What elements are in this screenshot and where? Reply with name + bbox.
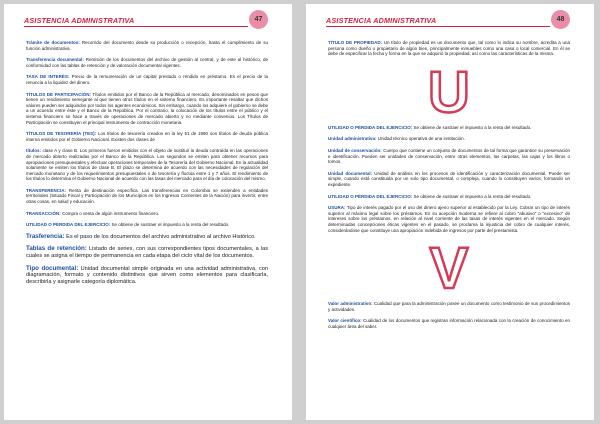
entry-term: USURA: [328, 205, 346, 211]
glossary-entry [26, 234, 268, 241]
glossary-entry [26, 266, 268, 286]
glossary-entry [328, 40, 570, 57]
glossary-entry [26, 131, 268, 142]
entry-term: TÍTULO DE PROPIEDAD: [328, 40, 383, 45]
header-rule [326, 26, 550, 27]
entry-term: Valor administrativo: [328, 301, 373, 307]
glossary-entry [26, 188, 268, 205]
entry-term: TRANSACCIÓN: [26, 210, 61, 216]
entry-definition: Un título de propiedad es un documento que, tal como lo indica su nombre, acredita a una persona como dueño o propietario de algún bien, principalmente inmuebles como una casa o local comercial. En él se debe de especificar la fecha y forma en la que se adquirió la propiedad, así como las características de la misma. [328, 40, 570, 57]
entry-definition: Precio de la remuneración de un capital prestado o rendido en préstamo. Es el precio de la renuncia a la liquidez del dinero. [26, 74, 268, 85]
entry-definition: Se obtiene de sustraer el impuesto a la renta del resultado. [110, 222, 230, 228]
glossary-entry [26, 222, 268, 228]
glossary-entry [328, 171, 570, 188]
entry-term: Unidad administrativa: [328, 136, 377, 142]
left-paragraphs [26, 40, 268, 285]
page-number-badge: 48 [551, 10, 570, 29]
page-header [24, 14, 268, 30]
glossary-entry [26, 148, 268, 182]
glossary-entry [328, 318, 570, 329]
entry-term: UTILIDAD O PÉRDIDA DEL EJERCICIO: [328, 193, 413, 199]
entry-definition: Cuerpo que contiene un conjunto de documentos de tal forma que garantice su preservación e identificación. Pueden ser unidades de conservación, entre otras elementos, las carpetas, las cajas y los libros o tomos. [328, 147, 570, 165]
section-letter-u: U [428, 59, 470, 125]
glossary-entry [328, 148, 570, 165]
entry-definition: Unidad documental simple originada en una actividad administrativa, con diagramación, formato y contenido distintivos que sirven como elementos para clasificarla, describirla y asignarle categoría diplomática. [26, 265, 269, 285]
entry-term: TASA DE INTERÉS: [26, 74, 70, 80]
right-page [306, 4, 594, 420]
glossary-entry [26, 211, 268, 217]
entry-definition: Cualidad que para la administración posee un documento como testimonio de sus procedimientos y actividades. [328, 301, 570, 312]
intro-paragraphs [328, 40, 570, 57]
entry-term: Tablas de retención: [26, 245, 87, 253]
entry-definition: Es el paso de los documentos del archivo administrativo al archivo Histórico. [64, 233, 256, 240]
v-paragraphs [328, 301, 570, 329]
page-header [326, 14, 570, 30]
section-letter-v: V [429, 236, 469, 302]
entry-definition: Tipo de interés pagado por el uso del dinero ajeno superior al establecido por la Ley. Cobrar un tipo de interés superior al máximo legal sobre los préstamos. En su acepción moderna se refiere al cobro "abusivo" o "excesivo" de intereses sobre los préstamos, en relación al nivel corriente de las tasas de interés vigentes en el mercado. Según determinadas concepciones éticas vigentes en el pasado, se proclama la injusticia del cobro de cualquier interés, considerándose que constituye una apropiación indebida de ingresos por parte del prestamista. [328, 205, 570, 233]
entry-term: Tipo documental: [26, 264, 79, 272]
header-rule [24, 26, 248, 27]
entry-term: UTILIDAD O PÉRDIDA DEL EJERCICIO: [328, 124, 413, 130]
entry-definition: Listado de series, con sus correspondientes tipos documentales, a las cuales se asigna el tiempo de permanencia en cada etapa del ciclo vital de los documentos. [26, 246, 269, 260]
entry-term: Unidad documental: [328, 170, 373, 176]
glossary-entry [328, 205, 570, 233]
header-title: ASISTENCIA ADMINISTRATIVA [24, 16, 135, 25]
glossary-entry [328, 136, 570, 142]
page-number-badge: 47 [249, 10, 268, 29]
entry-definition: Compra o venta de algún instrumento financiero. [60, 210, 160, 216]
entry-definition: Títulos emitidos por el Banco de la República al mercado, denominados en pesos que tienen un rendimiento semejante al que tienen otros títulos en el sistema financiero. Es importante resaltar que dichos valores pueden ser adquiridos por todos los agentes económicos. Sin embargo, cuando los adquiere el gobierno se debe a un acuerdo entre éste y el Banco de la República. Por el contrario, la colocación de los títulos entre el público y el sistema financiero se hace a través de operaciones de mercado abierto y no mediante convenios. Los Títulos de Participación se constituyen el principal instrumento de contracción monetaria. [26, 91, 268, 125]
glossary-entry [26, 74, 268, 85]
entry-definition: Los títulos de tesorería creados en la ley 51 de 1990 son títulos de deuda pública interna emitidos por el Gobierno Nacional. Existen dos clases de [26, 131, 268, 142]
entry-term: Trámite de documentos: [26, 40, 80, 45]
entry-term: Transferencia documental: [26, 57, 84, 63]
glossary-entry [328, 125, 570, 131]
entry-term: Trasferencia: [26, 232, 65, 240]
left-page [4, 4, 292, 420]
entry-definition: Cualidad de los documentos que registran información relacionada con la creación de conocimiento en cualquier área del saber. [328, 318, 570, 329]
header-title: ASISTENCIA ADMINISTRATIVA [326, 16, 437, 25]
entry-term: títulos: [26, 148, 41, 154]
entry-definition: clase A y clase B. Los primeros fueron emitidos con el objeto de sustituir la deuda contraída en las operaciones de mercado abierto realizadas por el Banco de la República. Los segundos se emiten para obtener recursos para apropiaciones presupuestales y efectuar operaciones temporales de la Tesorería del Gobierno Nacional. En la actualidad solamente se emiten los títulos de clase B. El plazo se determina de acuerdo con las necesidades de regulación del mercado monetario y de los requerimientos presupuestales o de tesorería y fluctúa entre 1 y 7 años. El rendimiento de los títulos lo determina el Gobierno Nacional de acuerdo con las tasas del mercado para el día de colocación del mismo. [26, 148, 268, 182]
entry-term: UTILIDAD O PÉRDIDA DEL EJERCICIO: [26, 222, 111, 228]
glossary-entry [328, 301, 570, 312]
entry-definition: Unidad técnico operativa de una institución. [376, 136, 465, 142]
entry-term: TRANSFERENCIA: [26, 187, 66, 193]
entry-term: TÍTULOS DE PARTICIPACIÓN: [26, 91, 91, 97]
glossary-entry [26, 92, 268, 126]
entry-term: Valor científico: [328, 318, 362, 324]
entry-term: Unidad de conservación: [328, 147, 382, 153]
entry-definition: Unidad de análisis en los procesos de identificación y caracterización documental. Puede ser simple, cuando está constituida por un solo tipo documental, o compleja, cuando lo constituyen varios, formando un expediente. [328, 170, 570, 187]
entry-definition: Se obtiene de sustraer el impuesto a la renta del resultado. [412, 124, 532, 130]
glossary-entry [26, 40, 268, 51]
entry-definition: Renta de destinación específica. Las transferencias en Colombia se extienden a entidades territoriales (Situado Fiscal y Participación de los Municipios en los Ingresos Corrientes de la Nación) para invertir, entre otras cosas, en salud y educación. [26, 187, 268, 205]
glossary-content [328, 40, 570, 410]
entry-term: TÍTULOS DE TESORERÍA (TES): [26, 131, 97, 137]
glossary-entry [26, 246, 268, 259]
entry-definition: Remisión de los documentos del archivo de gestión al central, y de este al histórico, de conformidad con las tablas de retención y de valoración documental vigentes. [26, 57, 268, 68]
entry-definition: Se obtiene de sustraer el impuesto a la renta del resultado. [412, 193, 532, 199]
entry-definition: Recorrido del documento desde su producción o recepción, hasta el cumplimiento de su función administrativa. [26, 40, 268, 51]
u-paragraphs [328, 125, 570, 233]
glossary-content [26, 40, 268, 410]
glossary-entry [328, 194, 570, 200]
glossary-entry [26, 57, 268, 68]
